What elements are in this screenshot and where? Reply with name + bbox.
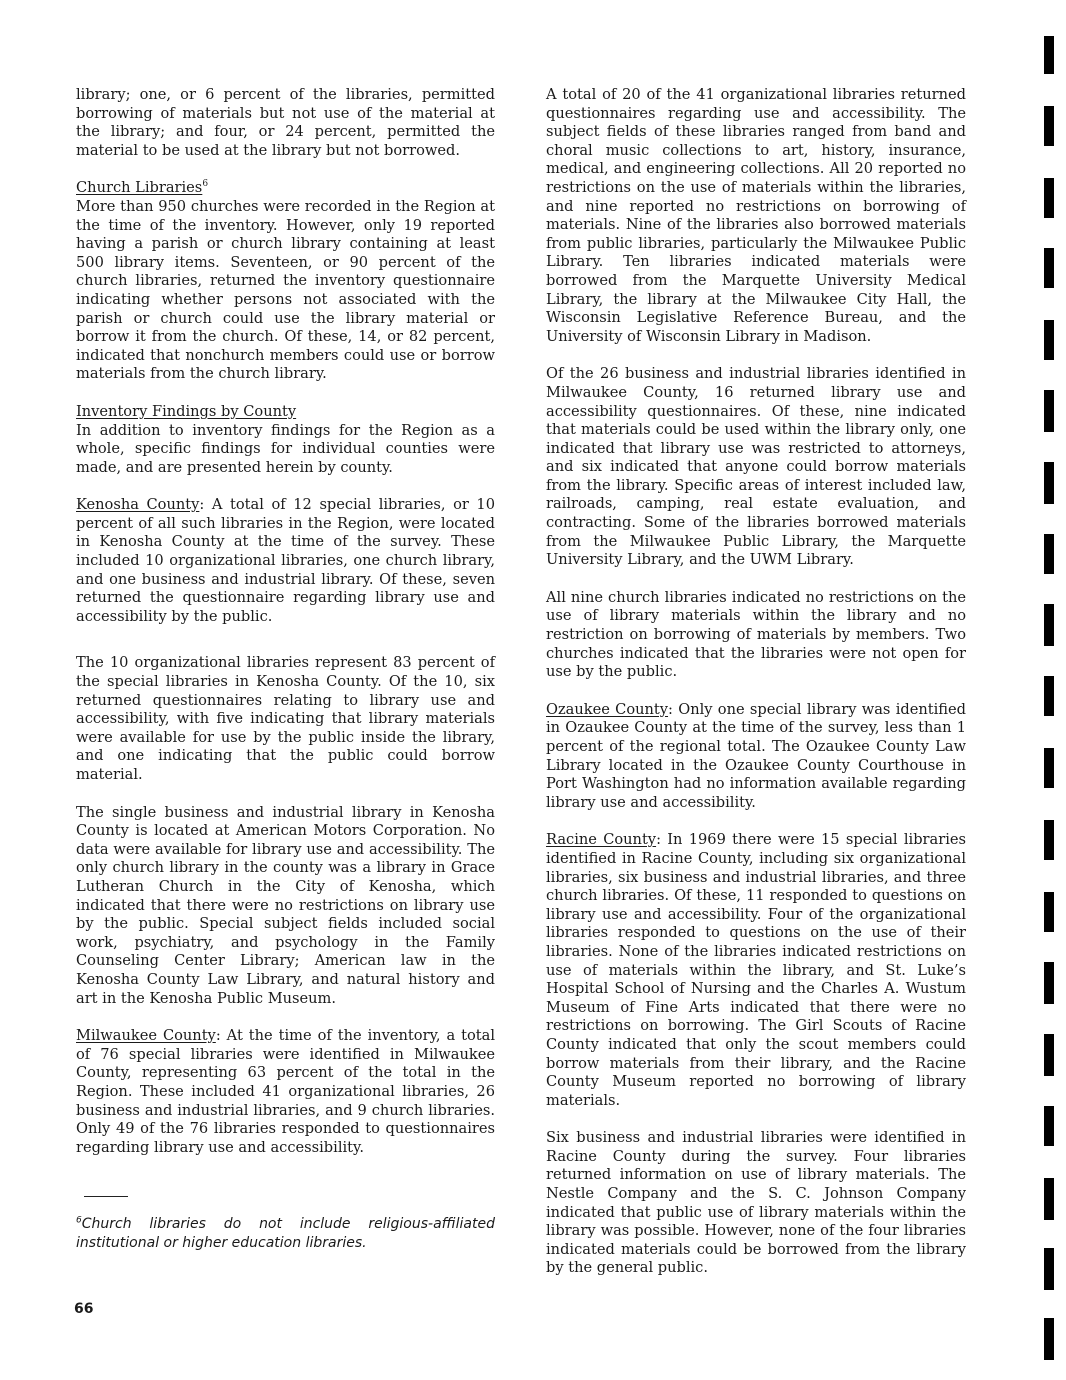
footnote-marker: 6	[76, 1215, 82, 1226]
edge-mark	[1044, 1248, 1054, 1290]
section-heading-church-libraries: Church Libraries	[76, 179, 203, 197]
edge-mark	[1044, 248, 1054, 288]
milwaukee-county-label: Milwaukee County	[76, 1027, 216, 1045]
paragraph-milwaukee-organizational: A total of 20 of the 41 organizational libraries returned questionnaires regarding use and accessibility. The subject fields of these libraries ranged from band and choral music collections to art, history, insurance, medical, and engineering collections. All 20 reported no restrictions on the use of materials within the libraries, and nine reported no restrictions on borrowing of materials. Nine of the libraries also borrowed materials from public libraries, particularly the Milwaukee Public Library. Ten libraries indicated materials were borrowed from the Marquette University Medical Library, the library at the Milwaukee City Hall, the Wisconsin Legislative Reference Bureau, and the University of Wisconsin Library in Madison.	[546, 86, 966, 345]
ozaukee-county-label: Ozaukee County	[546, 700, 669, 718]
edge-mark	[1044, 1034, 1054, 1076]
paragraph-church-libraries: More than 950 churches were recorded in the Region at the time of the inventory. However, only 19 reported having a parish or church library containing at least 500 library items. Seventeen, or 90 percent of the church libraries, returned the inventory questionnaire indicating whether persons not associated with the parish or church could use the library material or borrow it from the church. Of these, 14, or 82 percent, indicated that nonchurch members could use or borrow materials from the church library.	[76, 197, 495, 383]
edge-mark	[1044, 1318, 1054, 1360]
edge-mark	[1044, 178, 1054, 218]
racine-county-text: : In 1969 there were 15 special libraries identified in Racine County, including six organizational libraries, six business and industrial libraries, and three church libraries. Of these, 11 responded to questions on library use and accessibility. Four of the organizational libraries responded to questions on the use of their libraries. None of the libraries indicated restrictions on use of materials within the library, and St. Luke’s Hospital School of Nursing and the Charles A. Wustum Museum of Fine Arts indicated that there were no restrictions on borrowing. The Girl Scouts of Racine County indicated that only the scout members could borrow materials from their library, and the Racine County Museum reported no borrowing of library materials.	[546, 831, 966, 1109]
edge-mark	[1044, 1178, 1054, 1220]
edge-mark	[1044, 604, 1054, 646]
paragraph-milwaukee-church: All nine church libraries indicated no restrictions on the use of library materials within the library and no restriction on borrowing of materials by members. Two churches indicated that the libraries were not open for use by the public.	[546, 588, 966, 681]
paragraph-milwaukee-county	[76, 1027, 495, 1157]
paragraph-racine-business: Six business and industrial libraries were identified in Racine County during the survey. Four libraries returned information on use of library materials. The Nestle Company and the S. C. Johnson Company indicated that public use of library materials within the library was possible. However, none of the four libraries indicated materials could be borrowed from the library by the general public.	[546, 1129, 966, 1277]
racine-county-label: Racine County	[546, 831, 657, 849]
paragraph-kenosha-organizational: The 10 organizational libraries represent 83 percent of the special libraries in Kenosha County. Of the 10, six returned questionnaires relating to library use and accessibility, with five indicating that library materials were available for use by the public inside the library, and one indicating that the public could borrow material.	[76, 654, 495, 783]
paragraph-ozaukee-county	[546, 701, 966, 813]
edge-mark	[1044, 36, 1054, 74]
edge-mark	[1044, 748, 1054, 788]
paragraph-racine-county	[546, 831, 966, 1110]
footnote-divider	[84, 1196, 128, 1197]
paragraph-milwaukee-business: Of the 26 business and industrial libraries identified in Milwaukee County, 16 returned library use and accessibility questionnaires. Of these, nine indicated that materials could be used within the library only, one indicated that library use was restricted to attorneys, and six indicated that anyone could borrow materials from the library. Specific areas of interest included law, railroads, camping, real estate evaluation, and contracting. Some of the libraries borrowed materials from the Milwaukee Public Library, the Marquette University Library, and the UWM Library.	[546, 365, 966, 569]
paragraph-inventory-findings: In addition to inventory findings for the Region as a whole, specific findings for individual counties were made, and are presented herein by county.	[76, 421, 495, 476]
section-heading-inventory-findings: Inventory Findings by County	[76, 402, 297, 420]
paragraph-kenosha-business: The single business and industrial library in Kenosha County is located at American Motors Corporation. No data were available for library use and accessibility. The only church library in the county was a library in Grace Lutheran Church in the City of Kenosha, which indicated that there were no restrictions on library use by the public. Special subject fields included social work, psychiatry, and psychology in the Family Counseling Center Library; American law in the Kenosha County Law Library, and natural history and art in the Kenosha Public Museum.	[76, 803, 495, 1007]
edge-mark	[1044, 462, 1054, 504]
paragraph-kenosha-county	[76, 496, 495, 626]
ozaukee-county-text: : Only one special library was identified in Ozaukee County at the time of the survey, less than 1 percent of the regional total. The Ozaukee County Law Library located in the Ozaukee County Courthouse in Port Washington had no information available regarding library use and accessibility.	[546, 700, 966, 811]
church-libraries-heading	[76, 179, 495, 198]
right-column	[546, 86, 966, 1278]
edge-mark	[1044, 390, 1054, 432]
edge-mark	[1044, 962, 1054, 1004]
page-number: 66	[74, 1301, 94, 1317]
paragraph-survey-results: library; one, or 6 percent of the libraries, permitted borrowing of materials but not use of the material at the library; and four, or 24 percent, permitted the material to be used at the library but not borrowed.	[76, 86, 495, 159]
footnote-text: Church libraries do not include religious-affiliated institutional or higher education libraries.	[76, 1216, 495, 1251]
edge-mark	[1044, 534, 1054, 574]
footnote-ref: 6	[202, 179, 209, 190]
footnote	[76, 1215, 495, 1253]
left-column	[76, 86, 495, 1157]
edge-mark	[1044, 892, 1054, 932]
edge-mark	[1044, 1106, 1054, 1146]
edge-mark	[1044, 820, 1054, 860]
kenosha-county-label: Kenosha County	[76, 496, 200, 514]
edge-mark	[1044, 106, 1054, 146]
scan-edge-marks	[1044, 0, 1056, 1380]
edge-mark	[1044, 676, 1054, 716]
edge-mark	[1044, 320, 1054, 360]
milwaukee-county-text: : At the time of the inventory, a total of 76 special libraries were identified in Milwaukee County, representing 63 percent of the total in the Region. These included 41 organizational libraries, 26 business and industrial libraries, and 9 church libraries. Only 49 of the 76 libraries responded to questionnaires regarding library use and accessibility.	[76, 1027, 495, 1156]
kenosha-county-text: : A total of 12 special libraries, or 10 percent of all such libraries in the Region, were located in Kenosha County at the time of the survey. These included 10 organizational libraries, one church library, and one business and industrial library. Of these, seven returned the questionnaire regarding library use and accessibility by the public.	[76, 496, 495, 625]
